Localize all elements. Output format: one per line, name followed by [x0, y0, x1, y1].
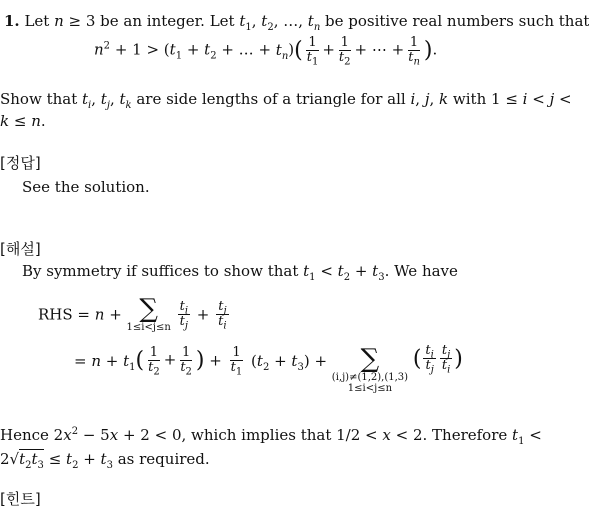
fraction-1-over-tn: $\frac{1}{t_n}$: [408, 35, 420, 68]
solution-intro: By symmetry if suffices to show that $t_1 < t_2 + t_3$. We have: [22, 262, 458, 283]
solution-label: [해설]: [0, 240, 41, 258]
conclusion-line1: Hence $2x^2 - 5x + 2 < 0$, which implies that 1/2 < x < 2. Therefore $t_1$ <: [0, 426, 542, 447]
problem-statement-line2: Show that $t_i$, $t_j$, $t_k$ are side lengths of a triangle for all i, j, k with 1 ≤ i < j <: [0, 90, 572, 111]
fraction-1-over-t2: $\frac{1}{t_2}$: [338, 35, 351, 68]
hint-label: [힌트]: [0, 490, 41, 508]
rhs-label: RHS: [38, 305, 73, 324]
summation-2: ∑ (i,j)≠(1,2),(1,3) 1≤i<j≤n: [331, 344, 409, 394]
problem-statement-line3: k ≤ n.: [0, 112, 46, 130]
rhs-line-2: = $n + t_1$( $\frac{1}{t_2}$ + $\frac{1}{t_2}$ ) + $\frac{1}{t_1}$ $(t_2 + t_3)$ + ∑ (i,j)≠(1,2),(1,3) 1≤i<j≤n ( $\frac{t_i}{t_j}$ $\frac{t_j}{t_i}$ ): [74, 343, 463, 394]
fraction-tj-over-ti-b: $\frac{t_j}{t_i}$: [441, 343, 451, 376]
fraction-ti-over-tj: $\frac{t_i}{t_j}$: [179, 299, 189, 332]
problem-number: 1.: [4, 12, 20, 30]
main-inequality: $n^2 + 1 > (t_1 + t_2$ + … + $t_n$)( $\frac{1}{t_1}$ + $\frac{1}{t_2}$ + ⋯ + $\frac{1}{t_n}$ ).: [94, 35, 438, 68]
fraction-1-over-t2-b: $\frac{1}{t_2}$: [180, 345, 192, 378]
summation-1: ∑ 1≤i<j≤n: [126, 294, 171, 333]
problem-text: Let n ≥ 3 be an integer. Let $t_1$, $t_2$, …, $t_n$ be positive real numbers such that: [24, 12, 589, 33]
fraction-1-over-t1-b: $\frac{1}{t_1}$: [230, 345, 243, 378]
rhs-line-1: RHS = n + ∑ 1≤i<j≤n $\frac{t_i}{t_j}$ + $\frac{t_j}{t_i}$: [38, 294, 227, 333]
fraction-1-over-t1: $\frac{1}{t_1}$: [306, 35, 319, 68]
answer-label: [정답]: [0, 154, 41, 172]
fraction-tj-over-ti: $\frac{t_j}{t_i}$: [218, 299, 227, 332]
fraction-1-over-t2-a: $\frac{1}{t_2}$: [148, 345, 160, 378]
fraction-ti-over-tj-b: $\frac{t_i}{t_j}$: [425, 343, 434, 376]
answer-text: See the solution.: [22, 178, 150, 196]
conclusion-line2: $2√t_2t_3 \le t_2 + t_3$ as required.: [0, 450, 210, 471]
problem-statement-line1: [4, 12, 589, 33]
